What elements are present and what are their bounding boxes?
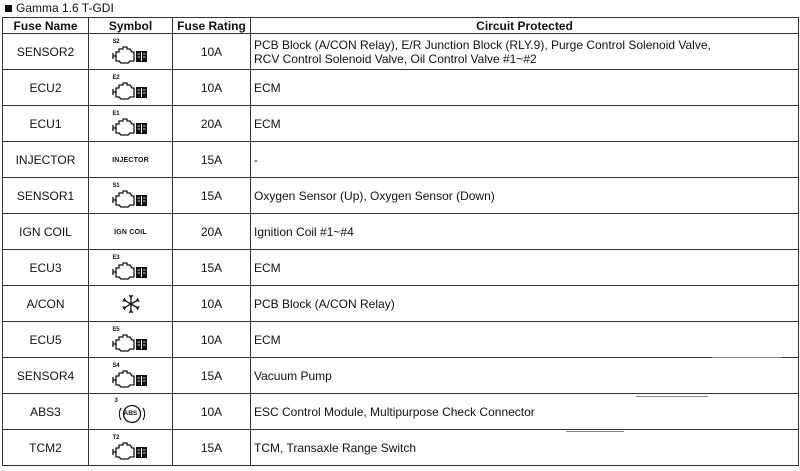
table-row bbox=[3, 250, 799, 286]
symbol-cell bbox=[89, 250, 173, 286]
symbol-code: S1 bbox=[112, 182, 120, 189]
symbol-graphic bbox=[110, 398, 152, 426]
fuse-rating-cell: 15A bbox=[173, 250, 251, 286]
table-row bbox=[3, 70, 799, 106]
bullet-square-icon bbox=[5, 5, 12, 12]
column-header-fuse-rating: Fuse Rating bbox=[173, 18, 251, 34]
symbol-code: S2 bbox=[112, 38, 120, 45]
circuit-line: Ignition Coil #1~#4 bbox=[254, 224, 354, 239]
symbol-cell bbox=[89, 430, 173, 466]
scan-artifact bbox=[566, 431, 624, 432]
symbol-cell bbox=[89, 394, 173, 430]
table-row bbox=[3, 106, 799, 142]
symbol-code: T2 bbox=[112, 434, 120, 441]
circuit-line: ECM bbox=[254, 332, 281, 347]
symbol-cell bbox=[89, 286, 173, 322]
symbol-cell bbox=[89, 322, 173, 358]
fuse-rating-cell: 15A bbox=[173, 430, 251, 466]
fuse-name-cell: SENSOR4 bbox=[3, 358, 89, 394]
scan-artifact bbox=[712, 357, 782, 358]
circuit-line: PCB Block (A/CON Relay) bbox=[254, 296, 395, 311]
table-row bbox=[3, 142, 799, 178]
circuit-protected-cell bbox=[251, 286, 799, 322]
circuit-line: ECM bbox=[254, 116, 281, 131]
circuit-line: ECM bbox=[254, 260, 281, 275]
fuse-name-cell: IGN COIL bbox=[3, 214, 89, 250]
table-row bbox=[3, 214, 799, 250]
symbol-text: IGN COIL bbox=[114, 229, 147, 236]
circuit-protected-cell bbox=[251, 358, 799, 394]
fuse-name-cell: A/CON bbox=[3, 286, 89, 322]
symbol-cell bbox=[89, 214, 173, 250]
symbol-code: E2 bbox=[112, 74, 120, 81]
circuit-line: Oxygen Sensor (Up), Oxygen Sensor (Down) bbox=[254, 188, 495, 203]
table-row bbox=[3, 358, 799, 394]
page-title-text: Gamma 1.6 T-GDI bbox=[16, 1, 114, 15]
circuit-protected-cell bbox=[251, 214, 799, 250]
fuse-name-cell: ECU3 bbox=[3, 250, 89, 286]
symbol-graphic bbox=[110, 74, 152, 102]
fuse-name-cell: SENSOR1 bbox=[3, 178, 89, 214]
fuse-rating-cell: 10A bbox=[173, 34, 251, 70]
fuse-rating-cell: 10A bbox=[173, 286, 251, 322]
circuit-line: TCM, Transaxle Range Switch bbox=[254, 440, 417, 455]
table-row bbox=[3, 34, 799, 70]
fuse-table bbox=[2, 17, 799, 466]
fuse-name-cell: ECU5 bbox=[3, 322, 89, 358]
circuit-protected-cell bbox=[251, 430, 799, 466]
table-row bbox=[3, 286, 799, 322]
circuit-line: ECM bbox=[254, 80, 281, 95]
circuit-protected-cell bbox=[251, 106, 799, 142]
fuse-name-cell: ECU2 bbox=[3, 70, 89, 106]
scan-artifact bbox=[636, 396, 708, 397]
symbol-code: E3 bbox=[112, 254, 120, 261]
table-row bbox=[3, 430, 799, 466]
circuit-protected-cell bbox=[251, 250, 799, 286]
circuit-protected-cell bbox=[251, 322, 799, 358]
symbol-cell bbox=[89, 358, 173, 394]
circuit-protected-cell bbox=[251, 394, 799, 430]
fuse-name-cell: ECU1 bbox=[3, 106, 89, 142]
fuse-name-cell: SENSOR2 bbox=[3, 34, 89, 70]
symbol-cell bbox=[89, 142, 173, 178]
symbol-graphic bbox=[110, 290, 152, 318]
table-row bbox=[3, 178, 799, 214]
column-header-circuit-protected: Circuit Protected bbox=[251, 18, 799, 34]
circuit-line: PCB Block (A/CON Relay), E/R Junction Block (RLY.9), Purge Control Solenoid Valve, bbox=[254, 37, 711, 52]
symbol-graphic bbox=[110, 434, 152, 462]
circuit-protected-cell bbox=[251, 178, 799, 214]
symbol-graphic bbox=[110, 326, 152, 354]
table-row bbox=[3, 322, 799, 358]
symbol-graphic bbox=[110, 362, 152, 390]
fuse-rating-cell: 15A bbox=[173, 358, 251, 394]
symbol-code: S4 bbox=[112, 362, 120, 369]
symbol-code: E5 bbox=[112, 326, 120, 333]
snowflake-icon bbox=[110, 290, 152, 318]
symbol-graphic bbox=[110, 110, 152, 138]
symbol-text: INJECTOR bbox=[112, 157, 149, 164]
column-header-symbol: Symbol bbox=[89, 18, 173, 34]
circuit-line: RCV Control Solenoid Valve, Oil Control Valve #1~#2 bbox=[254, 51, 537, 66]
fuse-rating-cell: 10A bbox=[173, 322, 251, 358]
fuse-name-cell: ABS3 bbox=[3, 394, 89, 430]
fuse-rating-cell: 15A bbox=[173, 178, 251, 214]
fuse-name-cell: TCM2 bbox=[3, 430, 89, 466]
symbol-graphic bbox=[110, 182, 152, 210]
fuse-table-body bbox=[3, 34, 799, 466]
symbol-graphic bbox=[110, 38, 152, 66]
fuse-name-cell: INJECTOR bbox=[3, 142, 89, 178]
circuit-line: ESC Control Module, Multipurpose Check Connector bbox=[254, 404, 535, 419]
fuse-rating-cell: 10A bbox=[173, 70, 251, 106]
fuse-rating-cell: 20A bbox=[173, 106, 251, 142]
symbol-graphic bbox=[110, 254, 152, 282]
circuit-line: Vacuum Pump bbox=[254, 368, 332, 383]
circuit-protected-cell bbox=[251, 70, 799, 106]
symbol-code: E1 bbox=[112, 110, 120, 117]
fuse-rating-cell: 15A bbox=[173, 142, 251, 178]
symbol-cell bbox=[89, 106, 173, 142]
symbol-code: 3 bbox=[114, 397, 118, 404]
circuit-line: - bbox=[254, 152, 258, 167]
table-header-row bbox=[3, 18, 799, 34]
column-header-fuse-name: Fuse Name bbox=[3, 18, 89, 34]
table-row bbox=[3, 394, 799, 430]
abs-label: ABS bbox=[123, 409, 138, 417]
fuse-rating-cell: 20A bbox=[173, 214, 251, 250]
symbol-cell bbox=[89, 34, 173, 70]
symbol-cell bbox=[89, 178, 173, 214]
circuit-protected-cell bbox=[251, 34, 799, 70]
page-title bbox=[5, 0, 114, 16]
circuit-protected-cell bbox=[251, 142, 799, 178]
symbol-cell bbox=[89, 70, 173, 106]
fuse-rating-cell: 10A bbox=[173, 394, 251, 430]
